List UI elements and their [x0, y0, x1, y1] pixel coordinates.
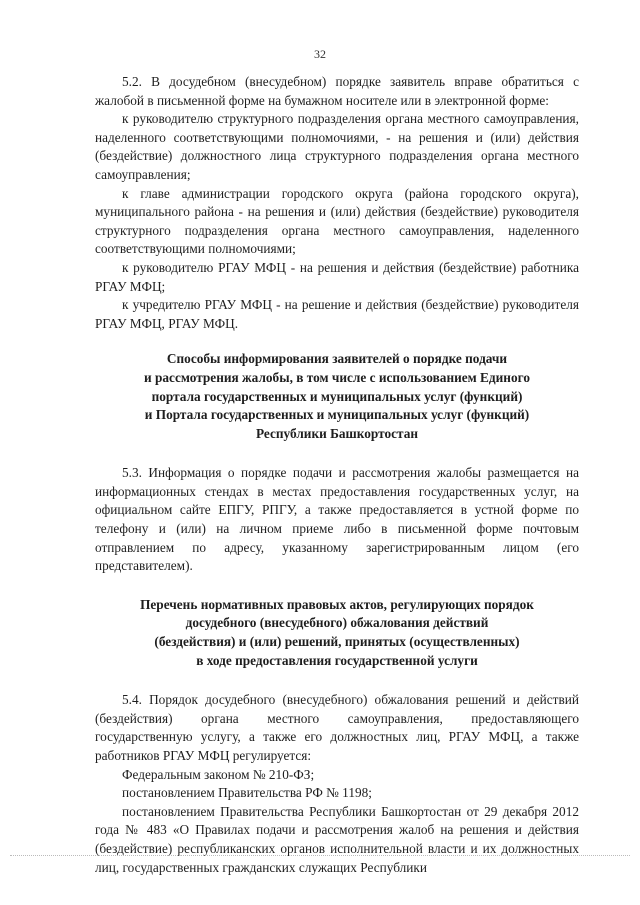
paragraph-5-4-item: Федеральным законом № 210-ФЗ;: [122, 766, 315, 782]
paragraph-5-2-intro: 5.2. В досудебном (внесудебном) порядке заявитель вправе обратиться с жалобой в письменной форме на бумажном носителе или в электронной форме:: [95, 74, 579, 108]
heading-line: Перечень нормативных правовых актов, регулирующих порядок: [140, 596, 534, 612]
paragraph-5-2-item: к руководителю РГАУ МФЦ - на решения и действия (бездействие) работника РГАУ МФЦ;: [95, 259, 579, 294]
section-heading-regulations: [95, 596, 579, 670]
paragraph-5-2-item: к руководителю структурного подразделения органа местного самоуправления, наделенного соответствующими полномочиями, - на решения и (или) действия (бездействие) должностного лица структурного подразделения органа местного самоуправления;: [95, 111, 579, 182]
paragraph-5-2-item: к главе администрации городского округа (района городского округа), муниципального района - на решения и (или) действия (бездействие) руководителя структурного подразделения органа местного самоуправления, наделенного соответствующими полномочиями;: [95, 185, 579, 257]
paragraph-5-4-item: постановлением Правительства РФ № 1198;: [122, 785, 372, 801]
paragraph-5-2-item: к учредителю РГАУ МФЦ - на решение и действия (бездействие) руководителя РГАУ МФЦ, РГАУ МФЦ.: [95, 297, 579, 331]
heading-line: Республики Башкортостан: [255, 425, 419, 441]
heading-line: досудебного (внесудебного) обжалования действий: [185, 615, 489, 631]
scan-artifact-divider: [10, 855, 630, 856]
heading-line: портала государственных и муниципальных услуг (функций): [151, 388, 523, 404]
document-body: [95, 73, 579, 877]
paragraph-5-4-item: постановлением Правительства Республики Башкортостан от 29 декабря 2012 года № 483 «О Правилах подачи и рассмотрения жалоб на решения и действия (бездействие) республиканских органов исполнительной власти и их должностных лиц, государственных гражданских служащих Республики: [95, 803, 579, 875]
heading-line: и Портала государственных и муниципальных услуг (функций): [144, 407, 530, 423]
paragraph-5-4-intro: 5.4. Порядок досудебного (внесудебного) обжалования решений и действий (бездействия) органа местного самоуправления, предоставляющего государственную услугу, а также его должностных лиц, РГАУ МФЦ, а также работников РГАУ МФЦ регулируется:: [95, 692, 579, 763]
paragraph-5-3: 5.3. Информация о порядке подачи и рассмотрения жалобы размещается на информационных стендах в местах предоставления государственных услуг, на официальном сайте ЕПГУ, РПГУ, а также предоставляется в устной форме по телефону и (или) на личном приеме либо в письменной форме почтовым отправлением по адресу, указанному зарегистрированным лицом (его представителем).: [95, 465, 579, 574]
section-heading-informing: [95, 350, 579, 443]
heading-line: в ходе предоставления государственной услуги: [196, 652, 478, 668]
heading-line: (бездействия) и (или) решений, принятых (осуществленных): [154, 634, 520, 650]
page-number: 32: [314, 47, 326, 61]
heading-line: и рассмотрения жалобы, в том числе с использованием Единого: [144, 369, 530, 385]
heading-line: Способы информирования заявителей о порядке подачи: [166, 351, 508, 367]
